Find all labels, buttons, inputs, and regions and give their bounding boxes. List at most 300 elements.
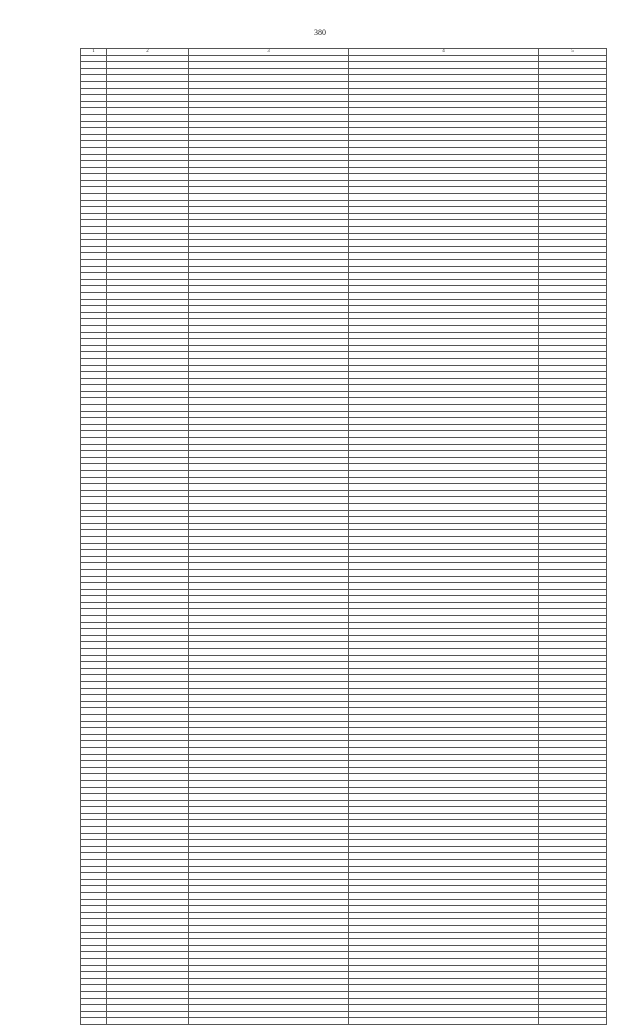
table-row <box>81 728 607 735</box>
table-cell <box>349 391 539 398</box>
table-row <box>81 510 607 517</box>
table-cell <box>539 319 607 326</box>
table-row <box>81 101 607 108</box>
table-cell <box>539 438 607 445</box>
table-cell <box>189 477 349 484</box>
table-row <box>81 556 607 563</box>
table-cell <box>107 62 189 69</box>
table-cell <box>349 866 539 873</box>
table-cell <box>107 213 189 220</box>
table-cell <box>81 820 107 827</box>
table-cell <box>81 88 107 95</box>
table-cell <box>81 807 107 814</box>
table-cell <box>189 543 349 550</box>
table-cell <box>81 747 107 754</box>
table-cell <box>539 629 607 636</box>
table-cell <box>539 1005 607 1012</box>
table-cell <box>349 510 539 517</box>
table-cell <box>81 635 107 642</box>
table-cell <box>189 576 349 583</box>
table-cell <box>81 523 107 530</box>
table-cell <box>81 675 107 682</box>
table-row <box>81 378 607 385</box>
table-cell <box>107 589 189 596</box>
table-cell <box>189 378 349 385</box>
table-cell <box>81 622 107 629</box>
table-row <box>81 68 607 75</box>
table-row <box>81 622 607 629</box>
table-cell <box>81 319 107 326</box>
table-cell <box>81 853 107 860</box>
table-row <box>81 233 607 240</box>
table-cell <box>349 101 539 108</box>
table-cell <box>539 866 607 873</box>
table-cell <box>539 589 607 596</box>
table-row <box>81 569 607 576</box>
table-cell <box>81 543 107 550</box>
table-cell <box>189 471 349 478</box>
table-cell <box>81 991 107 998</box>
table-row <box>81 167 607 174</box>
table-cell <box>81 405 107 412</box>
table-cell <box>81 813 107 820</box>
table-cell <box>107 312 189 319</box>
table-row <box>81 128 607 135</box>
table-row <box>81 451 607 458</box>
table-cell <box>189 227 349 234</box>
table-cell <box>189 939 349 946</box>
table-cell <box>189 174 349 181</box>
table-cell <box>539 569 607 576</box>
table-cell <box>107 292 189 299</box>
table-row <box>81 794 607 801</box>
table-cell <box>539 444 607 451</box>
table-cell <box>107 299 189 306</box>
table-row <box>81 886 607 893</box>
table-cell <box>189 266 349 273</box>
table-cell <box>189 510 349 517</box>
table-cell <box>349 220 539 227</box>
table-cell <box>189 273 349 280</box>
table-cell <box>349 952 539 959</box>
table-cell <box>189 1018 349 1025</box>
table-cell <box>539 523 607 530</box>
table-cell <box>81 596 107 603</box>
table-cell <box>189 530 349 537</box>
table-row <box>81 978 607 985</box>
table-cell <box>539 220 607 227</box>
table-cell <box>349 609 539 616</box>
table-cell <box>539 154 607 161</box>
table-row <box>81 655 607 662</box>
table-cell <box>81 701 107 708</box>
table-cell <box>81 774 107 781</box>
table-cell <box>107 503 189 510</box>
table-cell <box>349 497 539 504</box>
table-cell <box>81 952 107 959</box>
table-cell <box>189 932 349 939</box>
table-row <box>81 991 607 998</box>
table-cell <box>107 424 189 431</box>
table-cell <box>539 675 607 682</box>
table-cell <box>189 952 349 959</box>
table-cell <box>349 846 539 853</box>
table-cell <box>539 860 607 867</box>
table-cell <box>107 972 189 979</box>
table-cell <box>189 464 349 471</box>
table-cell <box>349 675 539 682</box>
table-cell <box>81 266 107 273</box>
column-number: 3 <box>189 49 349 56</box>
table-cell <box>189 906 349 913</box>
table-cell <box>539 75 607 82</box>
table-cell <box>349 200 539 207</box>
table-cell <box>107 187 189 194</box>
table-cell <box>349 925 539 932</box>
table-cell <box>539 108 607 115</box>
table-row <box>81 398 607 405</box>
table-cell <box>81 424 107 431</box>
table-cell <box>107 391 189 398</box>
table-cell <box>107 747 189 754</box>
table-cell <box>189 405 349 412</box>
table-cell <box>349 332 539 339</box>
table-row <box>81 418 607 425</box>
table-cell <box>107 873 189 880</box>
table-cell <box>189 701 349 708</box>
table-cell <box>349 728 539 735</box>
table-cell <box>81 345 107 352</box>
table-cell <box>539 240 607 247</box>
table-cell <box>81 510 107 517</box>
table-row <box>81 965 607 972</box>
table-cell <box>107 200 189 207</box>
table-cell <box>107 550 189 557</box>
table-cell <box>349 1018 539 1025</box>
table-cell <box>349 833 539 840</box>
table-cell <box>189 754 349 761</box>
table-cell <box>107 75 189 82</box>
table-cell <box>189 556 349 563</box>
table-cell <box>81 147 107 154</box>
table-cell <box>107 451 189 458</box>
table-cell <box>539 187 607 194</box>
table-cell <box>189 332 349 339</box>
table-cell <box>81 372 107 379</box>
table-cell <box>189 840 349 847</box>
table-cell <box>189 141 349 148</box>
table-cell <box>539 325 607 332</box>
table-cell <box>349 682 539 689</box>
table-cell <box>189 767 349 774</box>
table-cell <box>349 787 539 794</box>
table-cell <box>539 431 607 438</box>
table-cell <box>107 1018 189 1025</box>
table-cell <box>539 695 607 702</box>
table-cell <box>81 200 107 207</box>
table-cell <box>107 761 189 768</box>
table-cell <box>189 358 349 365</box>
table-row <box>81 714 607 721</box>
table-cell <box>349 563 539 570</box>
table-cell <box>349 668 539 675</box>
table-cell <box>81 556 107 563</box>
table-cell <box>107 523 189 530</box>
table-cell <box>189 503 349 510</box>
table-row <box>81 471 607 478</box>
table-cell <box>349 431 539 438</box>
table-row <box>81 240 607 247</box>
table-cell <box>539 134 607 141</box>
table-cell <box>189 787 349 794</box>
table-cell <box>349 471 539 478</box>
table-cell <box>81 761 107 768</box>
table-cell <box>539 886 607 893</box>
table-cell <box>107 668 189 675</box>
table-cell <box>349 312 539 319</box>
table-cell <box>189 167 349 174</box>
table-cell <box>107 556 189 563</box>
table-cell <box>107 385 189 392</box>
table-row <box>81 220 607 227</box>
table-row <box>81 147 607 154</box>
table-row <box>81 312 607 319</box>
table-cell <box>539 503 607 510</box>
table-cell <box>539 253 607 260</box>
table-cell <box>189 616 349 623</box>
table-cell <box>107 688 189 695</box>
column-number-row <box>81 49 607 56</box>
table-cell <box>349 114 539 121</box>
table-cell <box>349 800 539 807</box>
table-cell <box>107 998 189 1005</box>
table-cell <box>189 780 349 787</box>
table-cell <box>107 866 189 873</box>
table-cell <box>349 273 539 280</box>
table-cell <box>539 88 607 95</box>
table-cell <box>107 411 189 418</box>
table-row <box>81 695 607 702</box>
table-cell <box>349 747 539 754</box>
table-cell <box>107 932 189 939</box>
table-row <box>81 88 607 95</box>
table-cell <box>81 101 107 108</box>
table-cell <box>349 68 539 75</box>
table-row <box>81 589 607 596</box>
table-cell <box>81 187 107 194</box>
table-row <box>81 55 607 62</box>
table-cell <box>349 820 539 827</box>
table-cell <box>107 616 189 623</box>
table-row <box>81 860 607 867</box>
table-cell <box>189 734 349 741</box>
table-cell <box>189 398 349 405</box>
table-cell <box>107 978 189 985</box>
table-cell <box>189 484 349 491</box>
table-cell <box>189 714 349 721</box>
table-cell <box>81 75 107 82</box>
table-cell <box>107 1005 189 1012</box>
table-cell <box>107 457 189 464</box>
table-row <box>81 820 607 827</box>
table-cell <box>349 55 539 62</box>
table-cell <box>189 675 349 682</box>
table-cell <box>189 457 349 464</box>
table-cell <box>81 167 107 174</box>
table-cell <box>539 846 607 853</box>
table-cell <box>81 879 107 886</box>
table-cell <box>81 457 107 464</box>
table-cell <box>107 906 189 913</box>
table-cell <box>107 207 189 214</box>
table-cell <box>349 187 539 194</box>
table-row <box>81 536 607 543</box>
table-row <box>81 583 607 590</box>
table-row <box>81 286 607 293</box>
table-cell <box>349 919 539 926</box>
table-cell <box>349 523 539 530</box>
table-cell <box>349 398 539 405</box>
table-cell <box>107 583 189 590</box>
table-row <box>81 708 607 715</box>
table-cell <box>81 95 107 102</box>
table-cell <box>349 266 539 273</box>
table-cell <box>81 662 107 669</box>
table-row <box>81 121 607 128</box>
table-cell <box>107 886 189 893</box>
table-cell <box>81 497 107 504</box>
table-row <box>81 141 607 148</box>
table-cell <box>81 833 107 840</box>
table-cell <box>349 438 539 445</box>
table-cell <box>81 1011 107 1018</box>
table-cell <box>539 925 607 932</box>
table-cell <box>81 530 107 537</box>
table-cell <box>539 62 607 69</box>
table-cell <box>81 194 107 201</box>
table-row <box>81 213 607 220</box>
table-cell <box>189 194 349 201</box>
table-cell <box>349 767 539 774</box>
table-cell <box>81 688 107 695</box>
table-cell <box>107 180 189 187</box>
table-cell <box>189 563 349 570</box>
table-cell <box>539 180 607 187</box>
table-cell <box>349 279 539 286</box>
table-cell <box>539 939 607 946</box>
table-row <box>81 893 607 900</box>
table-cell <box>81 306 107 313</box>
table-cell <box>189 345 349 352</box>
table-cell <box>349 958 539 965</box>
table-cell <box>189 154 349 161</box>
table-cell <box>349 81 539 88</box>
table-cell <box>189 649 349 656</box>
table-cell <box>539 655 607 662</box>
table-row <box>81 682 607 689</box>
table-cell <box>81 253 107 260</box>
table-cell <box>107 240 189 247</box>
table-cell <box>107 939 189 946</box>
table-cell <box>349 503 539 510</box>
table-cell <box>107 530 189 537</box>
table-cell <box>107 622 189 629</box>
table-cell <box>107 398 189 405</box>
table-cell <box>189 147 349 154</box>
table-cell <box>539 774 607 781</box>
table-cell <box>189 807 349 814</box>
table-cell <box>539 820 607 827</box>
table-cell <box>349 424 539 431</box>
table-cell <box>539 813 607 820</box>
table-row <box>81 734 607 741</box>
table-cell <box>107 985 189 992</box>
table-cell <box>349 108 539 115</box>
table-row <box>81 912 607 919</box>
table-cell <box>539 807 607 814</box>
table-cell <box>81 128 107 135</box>
table-cell <box>349 62 539 69</box>
table-cell <box>349 299 539 306</box>
table-cell <box>81 794 107 801</box>
table-row <box>81 853 607 860</box>
table-cell <box>107 576 189 583</box>
table-cell <box>81 477 107 484</box>
table-cell <box>107 734 189 741</box>
table-cell <box>349 642 539 649</box>
table-cell <box>349 635 539 642</box>
table-row <box>81 81 607 88</box>
table-cell <box>81 299 107 306</box>
table-cell <box>189 372 349 379</box>
table-cell <box>189 134 349 141</box>
table-cell <box>349 161 539 168</box>
table-row <box>81 292 607 299</box>
table-row <box>81 114 607 121</box>
table-cell <box>81 734 107 741</box>
table-row <box>81 563 607 570</box>
table-cell <box>81 1005 107 1012</box>
table-cell <box>81 602 107 609</box>
table-cell <box>107 609 189 616</box>
table-cell <box>539 464 607 471</box>
table-cell <box>81 227 107 234</box>
table-cell <box>189 490 349 497</box>
table-cell <box>349 576 539 583</box>
table-cell <box>349 444 539 451</box>
table-cell <box>81 391 107 398</box>
table-row <box>81 187 607 194</box>
table-cell <box>189 451 349 458</box>
table-cell <box>539 174 607 181</box>
table-cell <box>349 569 539 576</box>
table-cell <box>189 668 349 675</box>
table-cell <box>189 233 349 240</box>
table-cell <box>81 886 107 893</box>
table-cell <box>107 266 189 273</box>
table-cell <box>539 906 607 913</box>
table-cell <box>107 655 189 662</box>
table-row <box>81 543 607 550</box>
table-cell <box>349 352 539 359</box>
table-cell <box>539 260 607 267</box>
table-cell <box>81 609 107 616</box>
table-cell <box>107 794 189 801</box>
table-cell <box>81 655 107 662</box>
table-cell <box>539 365 607 372</box>
table-cell <box>539 919 607 926</box>
table-cell <box>349 893 539 900</box>
